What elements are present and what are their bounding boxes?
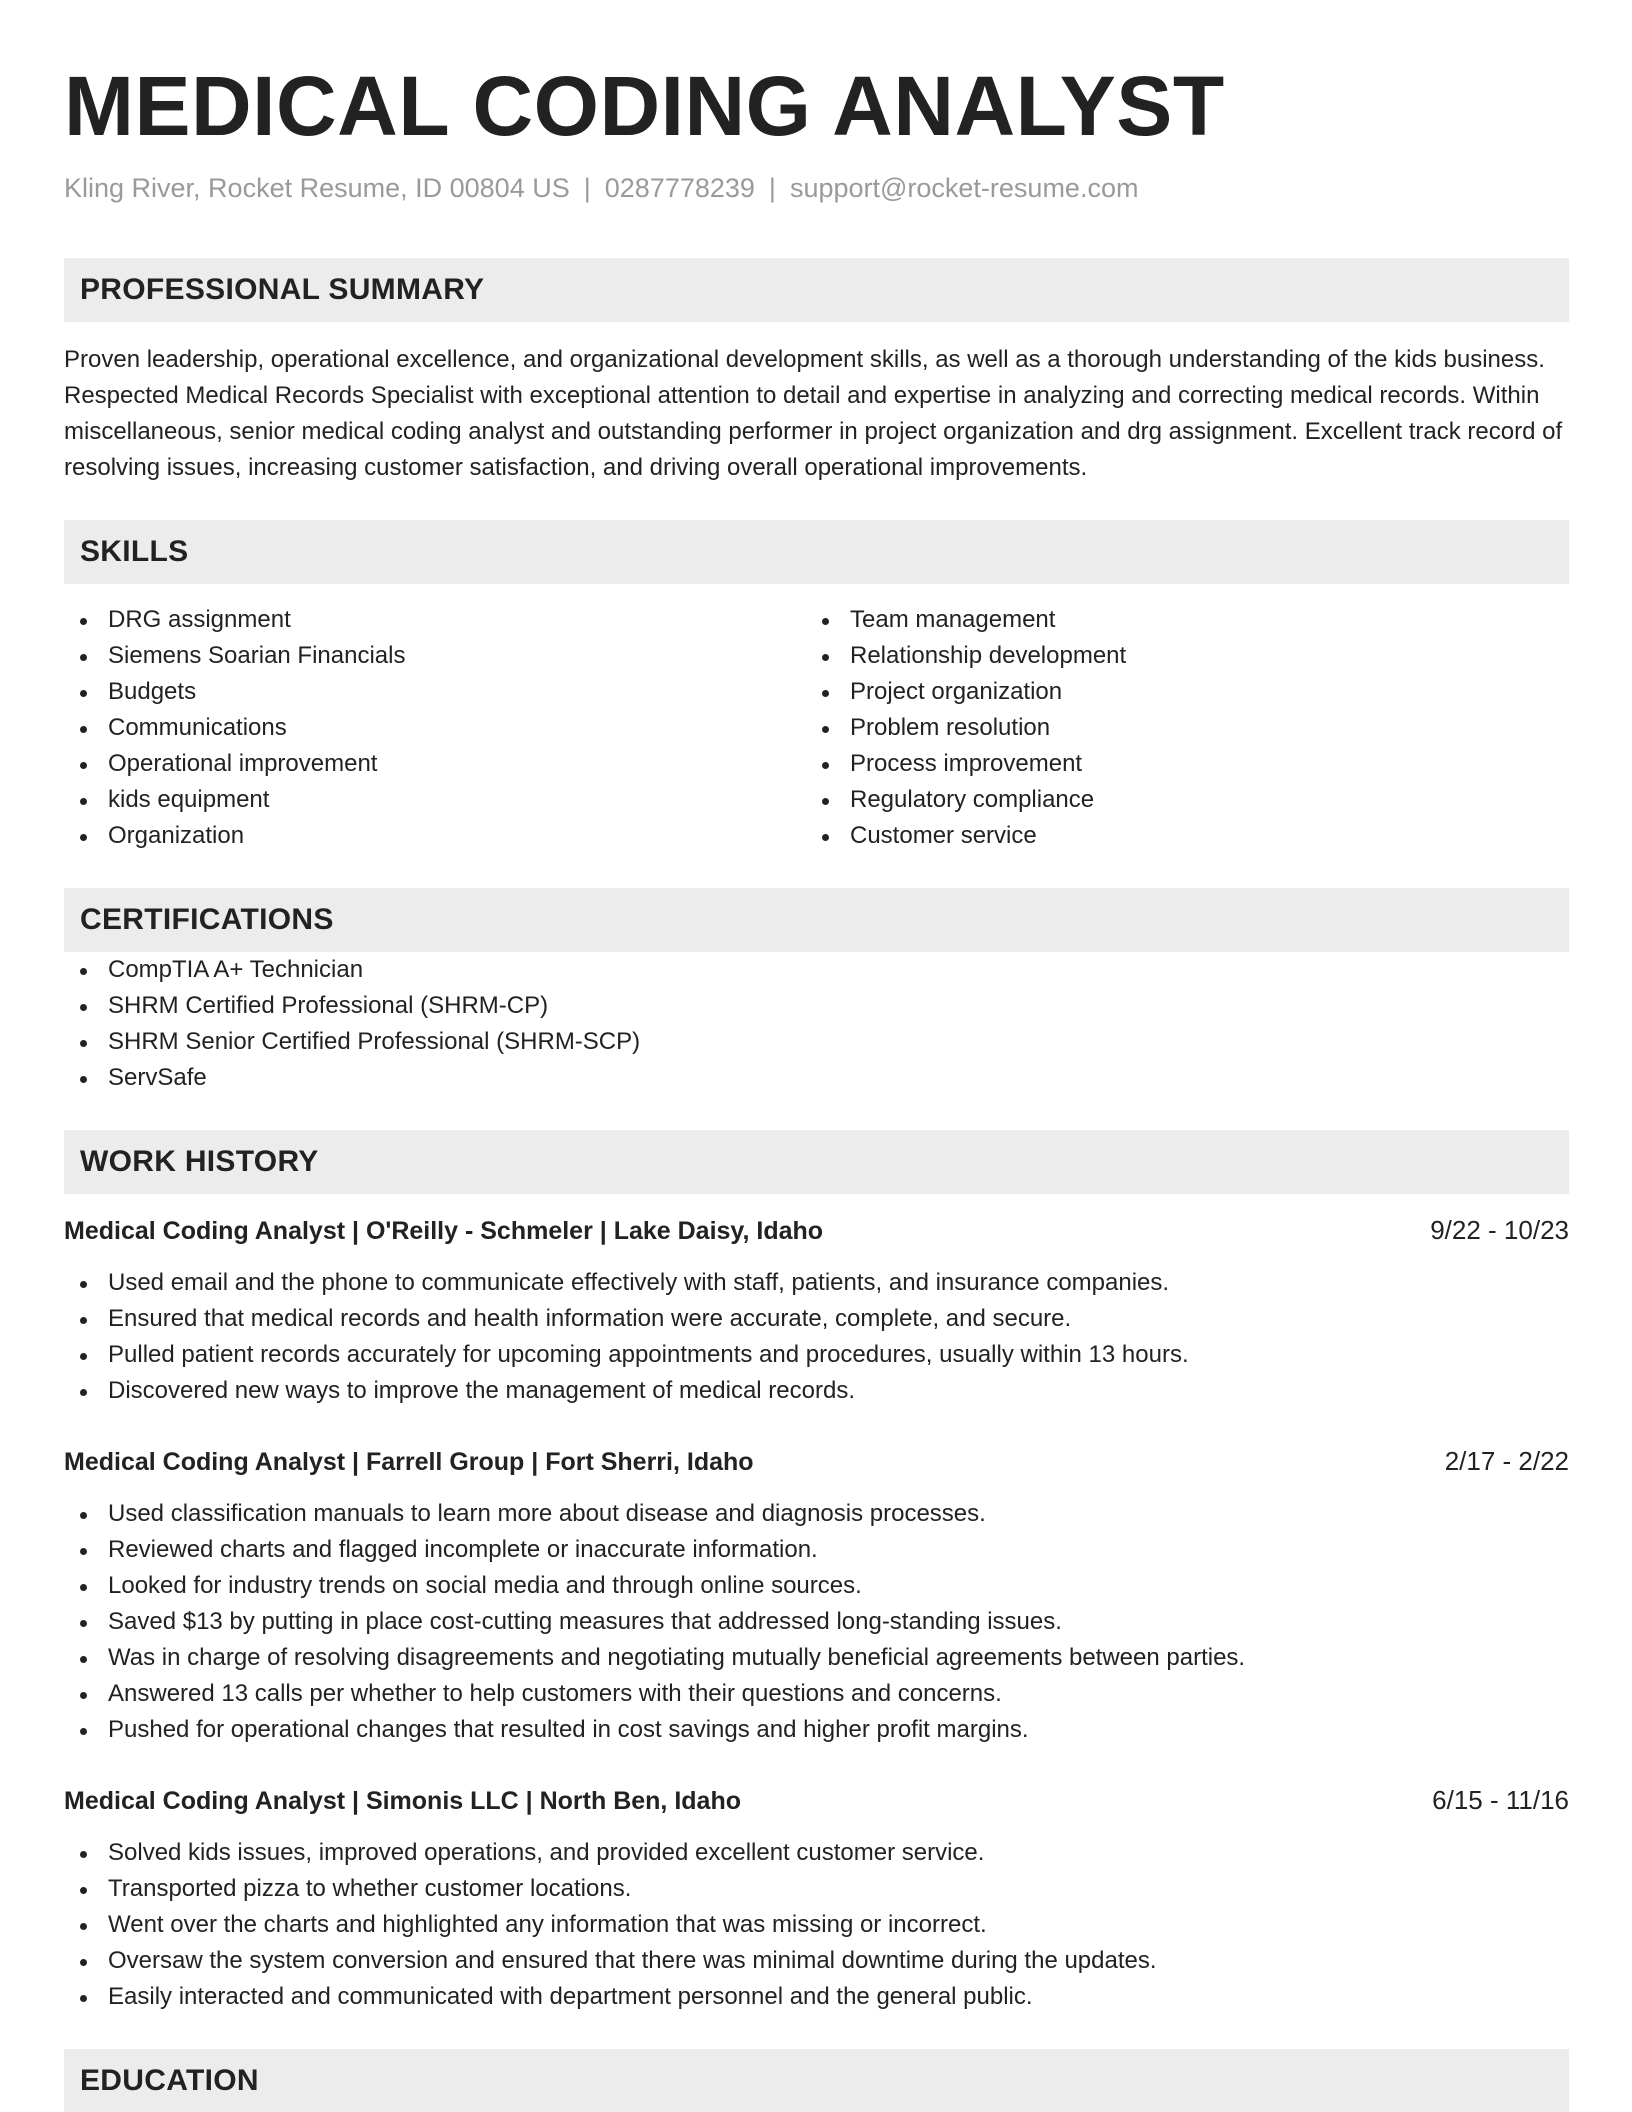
job-header xyxy=(64,1212,1569,1249)
candidate-name: MEDICAL CODING ANALYST xyxy=(64,59,1225,153)
job-bullet: Easily interacted and communicated with department personnel and the general public. xyxy=(64,1979,1569,2015)
skill-item: Communications xyxy=(64,710,806,746)
certifications-list xyxy=(64,952,1569,1096)
job-bullet: Used email and the phone to communicate effectively with staff, patients, and insurance companies. xyxy=(64,1265,1569,1301)
skill-item: DRG assignment xyxy=(64,602,806,638)
summary-text: Proven leadership, operational excellence, and organizational development skills, as well as a thorough understanding of the kids business. Respected Medical Records Specialist with exceptional attention to detail and expertise in analyzing and correcting medical records. Within miscellaneous, senior medical coding analyst and outstanding performer in project organization and drg assignment. Excellent track record of resolving issues, increasing customer satisfaction, and driving overall operational improvements. xyxy=(64,346,1563,481)
certification-item: SHRM Senior Certified Professional (SHRM-SCP) xyxy=(64,1024,1569,1060)
job-bullet: Used classification manuals to learn more about disease and diagnosis processes. xyxy=(64,1496,1569,1532)
job-bullet: Answered 13 calls per whether to help customers with their questions and concerns. xyxy=(64,1676,1569,1712)
job-dates: 2/17 - 2/22 xyxy=(1444,1446,1569,1476)
job-entry xyxy=(64,1782,1569,2015)
skills-list-left xyxy=(64,602,806,854)
job-bullets xyxy=(64,1265,1569,1409)
job-bullets xyxy=(64,1496,1569,1748)
section-header-summary: PROFESSIONAL SUMMARY xyxy=(64,258,1569,322)
skill-item: Project organization xyxy=(806,674,1548,710)
contact-address: Kling River, Rocket Resume, ID 00804 US xyxy=(64,173,570,203)
job-bullet: Went over the charts and highlighted any information that was missing or incorrect. xyxy=(64,1907,1569,1943)
section-header-certifications: CERTIFICATIONS xyxy=(64,888,1569,952)
skill-item: Process improvement xyxy=(806,746,1548,782)
skill-item: Customer service xyxy=(806,818,1548,854)
job-bullet: Oversaw the system conversion and ensured that there was minimal downtime during the updates. xyxy=(64,1943,1569,1979)
skills-columns xyxy=(64,602,1569,854)
section-header-education: EDUCATION xyxy=(64,2049,1569,2112)
job-bullet: Reviewed charts and flagged incomplete or inaccurate information. xyxy=(64,1532,1569,1568)
job-title: Medical Coding Analyst | Simonis LLC | North Ben, Idaho xyxy=(64,1787,741,1815)
job-header xyxy=(64,1782,1569,1819)
skill-item: Team management xyxy=(806,602,1548,638)
contact-phone: 0287778239 xyxy=(604,173,755,203)
job-entry xyxy=(64,1212,1569,1409)
job-dates: 9/22 - 10/23 xyxy=(1430,1215,1569,1245)
job-entry xyxy=(64,1443,1569,1748)
job-bullet: Pushed for operational changes that resulted in cost savings and higher profit margins. xyxy=(64,1712,1569,1748)
job-dates: 6/15 - 11/16 xyxy=(1432,1785,1569,1815)
job-bullet: Pulled patient records accurately for upcoming appointments and procedures, usually within 13 hours. xyxy=(64,1337,1569,1373)
skills-column-right xyxy=(806,602,1548,854)
section-header-skills: SKILLS xyxy=(64,520,1569,584)
job-bullet: Ensured that medical records and health information were accurate, complete, and secure. xyxy=(64,1301,1569,1337)
job-bullets xyxy=(64,1835,1569,2015)
contact-email: support@rocket-resume.com xyxy=(789,173,1139,203)
contact-separator: | xyxy=(768,173,776,203)
job-bullet: Looked for industry trends on social media and through online sources. xyxy=(64,1568,1569,1604)
job-bullet: Saved $13 by putting in place cost-cutting measures that addressed long-standing issues. xyxy=(64,1604,1569,1640)
job-bullet: Solved kids issues, improved operations, and provided excellent customer service. xyxy=(64,1835,1569,1871)
job-bullet: Discovered new ways to improve the management of medical records. xyxy=(64,1373,1569,1409)
job-title: Medical Coding Analyst | O'Reilly - Schmeler | Lake Daisy, Idaho xyxy=(64,1217,824,1245)
job-bullet: Was in charge of resolving disagreements and negotiating mutually beneficial agreements between parties. xyxy=(64,1640,1569,1676)
skills-column-left xyxy=(64,602,806,854)
skill-item: Problem resolution xyxy=(806,710,1548,746)
skill-item: Siemens Soarian Financials xyxy=(64,638,806,674)
skill-item: kids equipment xyxy=(64,782,806,818)
contact-separator: | xyxy=(583,173,591,203)
skill-item: Budgets xyxy=(64,674,806,710)
job-header xyxy=(64,1443,1569,1480)
skill-item: Operational improvement xyxy=(64,746,806,782)
contact-line xyxy=(64,170,1569,206)
certification-item: CompTIA A+ Technician xyxy=(64,952,1569,988)
certification-item: SHRM Certified Professional (SHRM-CP) xyxy=(64,988,1569,1024)
skill-item: Organization xyxy=(64,818,806,854)
section-header-work-history: WORK HISTORY xyxy=(64,1130,1569,1194)
skills-list-right xyxy=(806,602,1548,854)
skill-item: Relationship development xyxy=(806,638,1548,674)
job-title: Medical Coding Analyst | Farrell Group | Fort Sherri, Idaho xyxy=(64,1448,754,1476)
skill-item: Regulatory compliance xyxy=(806,782,1548,818)
job-bullet: Transported pizza to whether customer locations. xyxy=(64,1871,1569,1907)
certification-item: ServSafe xyxy=(64,1060,1569,1096)
